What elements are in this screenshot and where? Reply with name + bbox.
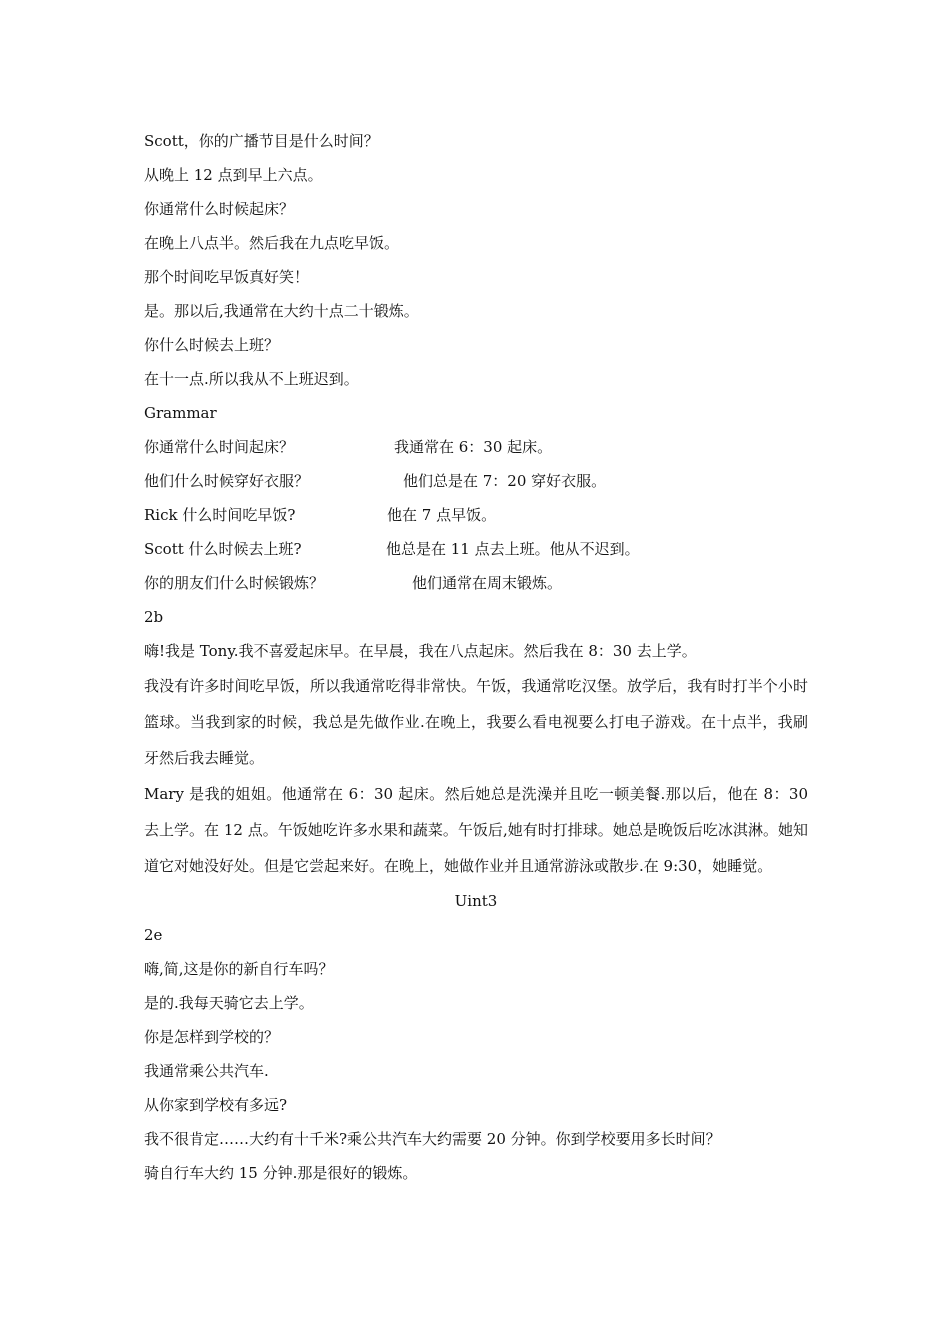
grammar-section bbox=[144, 396, 808, 600]
dialog-line: 从你家到学校有多远? bbox=[144, 1096, 288, 1114]
grammar-question: 你的朋友们什么时候锻炼？ bbox=[144, 574, 325, 592]
section-heading: 2e bbox=[144, 926, 163, 944]
dialog-line: 嗨,简,这是你的新自行车吗？ bbox=[144, 960, 334, 978]
grammar-answer: 他们通常在周末锻炼。 bbox=[412, 574, 563, 592]
grammar-row bbox=[144, 532, 808, 566]
dialog-line: 你通常什么时候起床？ bbox=[144, 200, 295, 218]
grammar-answer: 他总是在 11 点去上班。他从不迟到。 bbox=[386, 540, 640, 558]
grammar-row bbox=[144, 430, 808, 464]
grammar-heading: Grammar bbox=[144, 404, 217, 422]
grammar-answer: 他在 7 点早饭。 bbox=[387, 506, 497, 524]
dialog-block bbox=[144, 124, 808, 396]
passage-paragraph: Mary 是我的姐姐。他通常在 6：30 起床。然后她总是洗澡并且吃一顿美餐.那以后，他在 8：30 去上学。在 12 点。午饭她吃许多水果和蔬菜。午饭后,她有时打排球。她总是晚饭后吃冰淇淋。她知道它对她没好处。但是它尝起来好。在晚上，她做作业并且通常游泳或散步.在 9:30，她睡觉。 bbox=[144, 785, 808, 875]
dialog-line: 在十一点.所以我从不上班迟到。 bbox=[144, 370, 359, 388]
grammar-row bbox=[144, 464, 808, 498]
grammar-question: 你通常什么时间起床？ bbox=[144, 438, 295, 456]
grammar-question: Scott 什么时候去上班? bbox=[144, 540, 302, 558]
grammar-question: Rick 什么时间吃早饭? bbox=[144, 506, 296, 524]
section-heading: 2b bbox=[144, 608, 164, 626]
grammar-answer: 我通常在 6：30 起床。 bbox=[394, 438, 553, 456]
dialog-line: 是的.我每天骑它去上学。 bbox=[144, 994, 314, 1012]
dialog-line: Scott，你的广播节目是什么时间？ bbox=[144, 132, 379, 150]
passage-paragraph: 我没有许多时间吃早饭，所以我通常吃得非常快。午饭，我通常吃汉堡。放学后，我有时打半个小时篮球。当我到家的时候，我总是先做作业.在晚上，我要么看电视要么打电子游戏。在十点半，我刷牙然后我去睡觉。 bbox=[144, 677, 808, 767]
unit-title: Uint3 bbox=[454, 892, 498, 910]
document-body bbox=[144, 124, 808, 1190]
grammar-row bbox=[144, 566, 808, 600]
dialog-line: 你是怎样到学校的？ bbox=[144, 1028, 280, 1046]
passage-line: 嗨!我是 Tony.我不喜爱起床早。在早晨，我在八点起床。然后我在 8：30 去上学。 bbox=[144, 642, 697, 660]
grammar-question: 他们什么时候穿好衣服？ bbox=[144, 472, 310, 490]
dialog-line: 是。那以后,我通常在大约十点二十锻炼。 bbox=[144, 302, 419, 320]
unit3-section bbox=[144, 884, 808, 1190]
dialog-line: 你什么时候去上班？ bbox=[144, 336, 280, 354]
section-2b bbox=[144, 600, 808, 884]
dialog-line: 骑自行车大约 15 分钟.那是很好的锻炼。 bbox=[144, 1164, 418, 1182]
dialog-line: 那个时间吃早饭真好笑！ bbox=[144, 268, 310, 286]
dialog-line: 从晚上 12 点到早上六点。 bbox=[144, 166, 323, 184]
dialog-line: 在晚上八点半。然后我在九点吃早饭。 bbox=[144, 234, 400, 252]
dialog-line: 我不很肯定……大约有十千米?乘公共汽车大约需要 20 分钟。你到学校要用多长时间？ bbox=[144, 1130, 721, 1148]
dialog-line: 我通常乘公共汽车. bbox=[144, 1062, 269, 1080]
grammar-answer: 他们总是在 7：20 穿好衣服。 bbox=[403, 472, 607, 490]
grammar-row bbox=[144, 498, 808, 532]
